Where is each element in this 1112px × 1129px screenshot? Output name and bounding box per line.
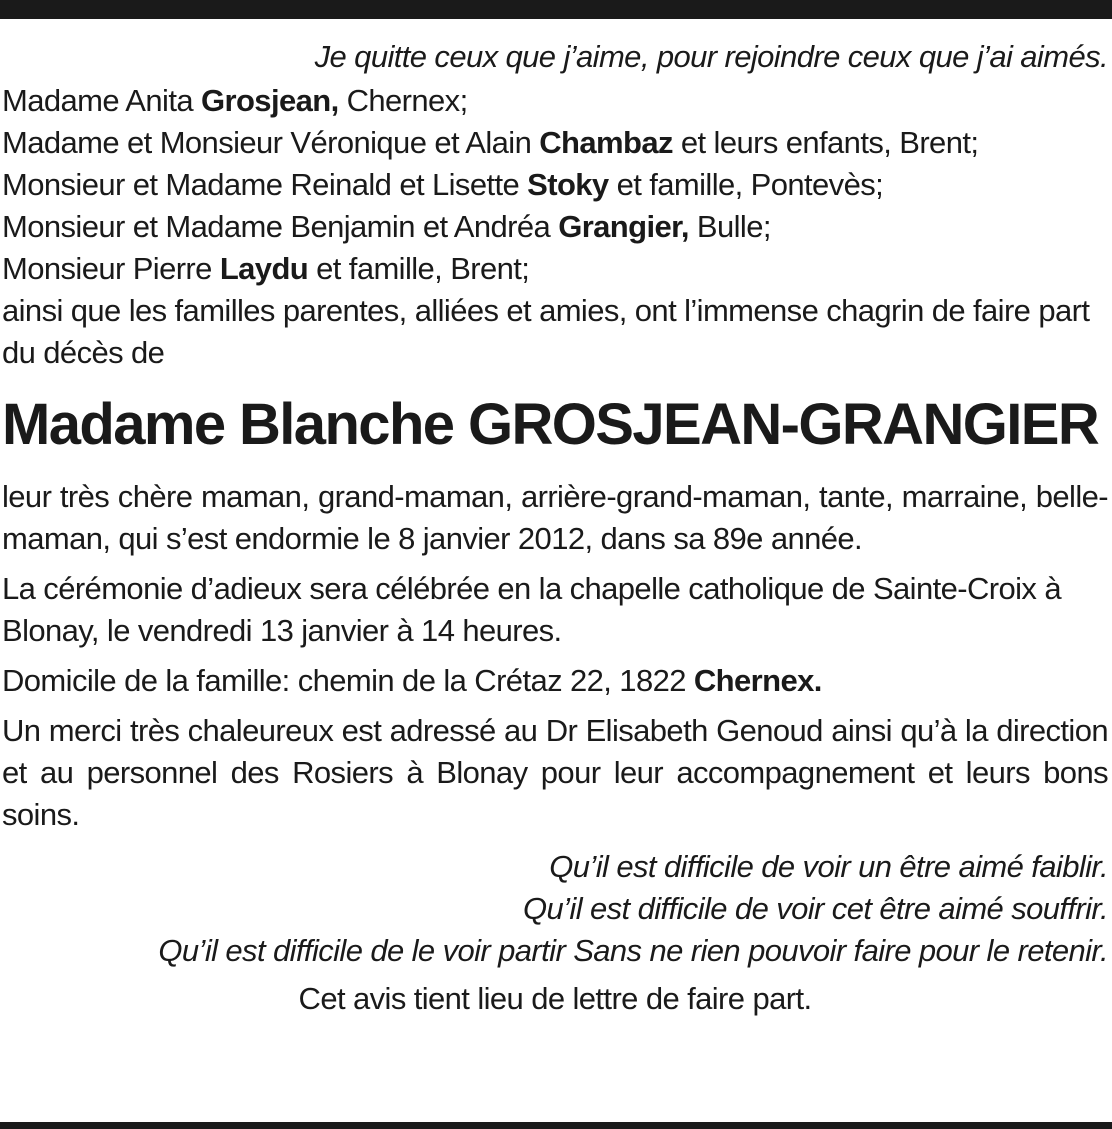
poem-line: Qu’il est difficile de voir cet être aimé souffrir.: [522, 891, 1108, 926]
family-line-prefix: Madame et Monsieur Véronique et Alain: [2, 125, 540, 160]
deceased-description: leur très chère maman, grand-maman, arrière-grand-maman, tante, marraine, belle-maman, qui s’est endormie le 8 janvier 2012, dans sa 89e année.: [2, 479, 1108, 556]
family-line-prefix: Madame Anita: [2, 83, 201, 118]
family-line: [2, 80, 1108, 122]
family-line-prefix: Monsieur Pierre: [2, 251, 220, 286]
family-line: [2, 122, 1108, 164]
family-surname: Chambaz: [539, 125, 673, 160]
obituary-notice: [2, 36, 1108, 1020]
family-surname: Grangier,: [558, 209, 689, 244]
domicile-place: Chernex.: [693, 663, 822, 698]
family-surname: Stoky: [527, 167, 609, 202]
family-line-suffix: et famille, Brent;: [308, 251, 530, 286]
family-line: [2, 164, 1108, 206]
poem-line: Qu’il est difficile de voir un être aimé faiblir.: [549, 849, 1108, 884]
family-line-suffix: Chernex;: [338, 83, 468, 118]
family-line-prefix: Monsieur et Madame Reinald et Lisette: [2, 167, 528, 202]
family-surname: Laydu: [219, 251, 309, 286]
family-surname: Grosjean,: [200, 83, 339, 118]
ceremony-info: La cérémonie d’adieux sera célébrée en la chapelle catholique de Sainte-Croix à Blonay, le vendredi 13 janvier à 14 heures.: [2, 571, 1061, 648]
family-line-prefix: Monsieur et Madame Benjamin et Andréa: [2, 209, 559, 244]
epigraph: Je quitte ceux que j’aime, pour rejoindre ceux que j’ai aimés.: [314, 39, 1108, 74]
domicile-address: Domicile de la famille: chemin de la Crétaz 22, 1822: [2, 663, 694, 698]
closing-note: Cet avis tient lieu de lettre de faire part.: [298, 981, 812, 1016]
bottom-rule: [0, 1122, 1112, 1129]
domicile-info: [2, 660, 1108, 702]
thanks-paragraph: Un merci très chaleureux est adressé au Dr Elisabeth Genoud ainsi qu’à la direction et au personnel des Rosiers à Blonay pour leur accompagnement et leurs bons soins.: [2, 713, 1108, 832]
family-list: [2, 80, 1108, 290]
family-line: [2, 248, 1108, 290]
poem-line: Qu’il est difficile de le voir partir Sans ne rien pouvoir faire pour le retenir.: [158, 933, 1108, 968]
poem: [2, 846, 1108, 972]
deceased-name: Madame Blanche GROSJEAN-GRANGIER: [2, 392, 1099, 457]
family-line-suffix: Bulle;: [688, 209, 771, 244]
announcement-intro: ainsi que les familles parentes, alliées et amies, ont l’immense chagrin de faire part du décès de: [2, 293, 1090, 370]
family-line-suffix: et leurs enfants, Brent;: [672, 125, 979, 160]
family-line: [2, 206, 1108, 248]
family-line-suffix: et famille, Pontevès;: [608, 167, 884, 202]
top-rule: [0, 0, 1112, 19]
